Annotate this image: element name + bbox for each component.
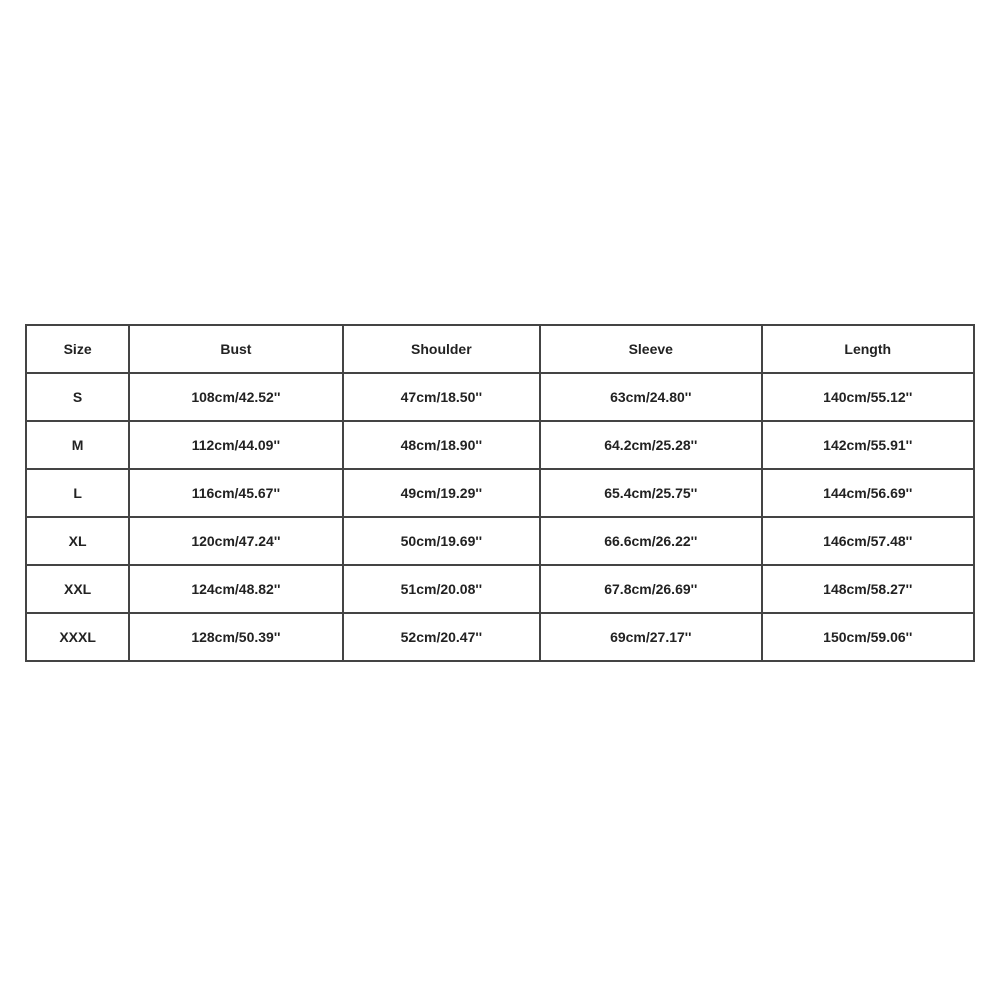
cell-shoulder: 47cm/18.50'': [343, 373, 540, 421]
header-bust: Bust: [129, 325, 342, 373]
header-size: Size: [26, 325, 129, 373]
cell-length: 150cm/59.06'': [762, 613, 975, 661]
cell-length: 142cm/55.91'': [762, 421, 975, 469]
cell-shoulder: 51cm/20.08'': [343, 565, 540, 613]
cell-bust: 128cm/50.39'': [129, 613, 342, 661]
cell-bust: 116cm/45.67'': [129, 469, 342, 517]
cell-sleeve: 66.6cm/26.22'': [540, 517, 761, 565]
header-sleeve: Sleeve: [540, 325, 761, 373]
cell-sleeve: 69cm/27.17'': [540, 613, 761, 661]
cell-shoulder: 52cm/20.47'': [343, 613, 540, 661]
header-shoulder: Shoulder: [343, 325, 540, 373]
cell-length: 148cm/58.27'': [762, 565, 975, 613]
cell-bust: 108cm/42.52'': [129, 373, 342, 421]
table-row: [26, 469, 974, 517]
cell-size: L: [26, 469, 129, 517]
cell-length: 140cm/55.12'': [762, 373, 975, 421]
cell-length: 146cm/57.48'': [762, 517, 975, 565]
cell-sleeve: 63cm/24.80'': [540, 373, 761, 421]
table-row: [26, 421, 974, 469]
table-row: [26, 613, 974, 661]
cell-size: M: [26, 421, 129, 469]
cell-bust: 112cm/44.09'': [129, 421, 342, 469]
table-row: [26, 373, 974, 421]
cell-sleeve: 64.2cm/25.28'': [540, 421, 761, 469]
table-row: [26, 565, 974, 613]
table-header-row: [26, 325, 974, 373]
cell-sleeve: 65.4cm/25.75'': [540, 469, 761, 517]
cell-sleeve: 67.8cm/26.69'': [540, 565, 761, 613]
cell-size: S: [26, 373, 129, 421]
cell-size: XXL: [26, 565, 129, 613]
cell-shoulder: 48cm/18.90'': [343, 421, 540, 469]
cell-length: 144cm/56.69'': [762, 469, 975, 517]
table-row: [26, 517, 974, 565]
cell-shoulder: 49cm/19.29'': [343, 469, 540, 517]
size-chart-table: [25, 324, 975, 662]
cell-bust: 120cm/47.24'': [129, 517, 342, 565]
cell-shoulder: 50cm/19.69'': [343, 517, 540, 565]
header-length: Length: [762, 325, 975, 373]
cell-size: XL: [26, 517, 129, 565]
cell-bust: 124cm/48.82'': [129, 565, 342, 613]
cell-size: XXXL: [26, 613, 129, 661]
